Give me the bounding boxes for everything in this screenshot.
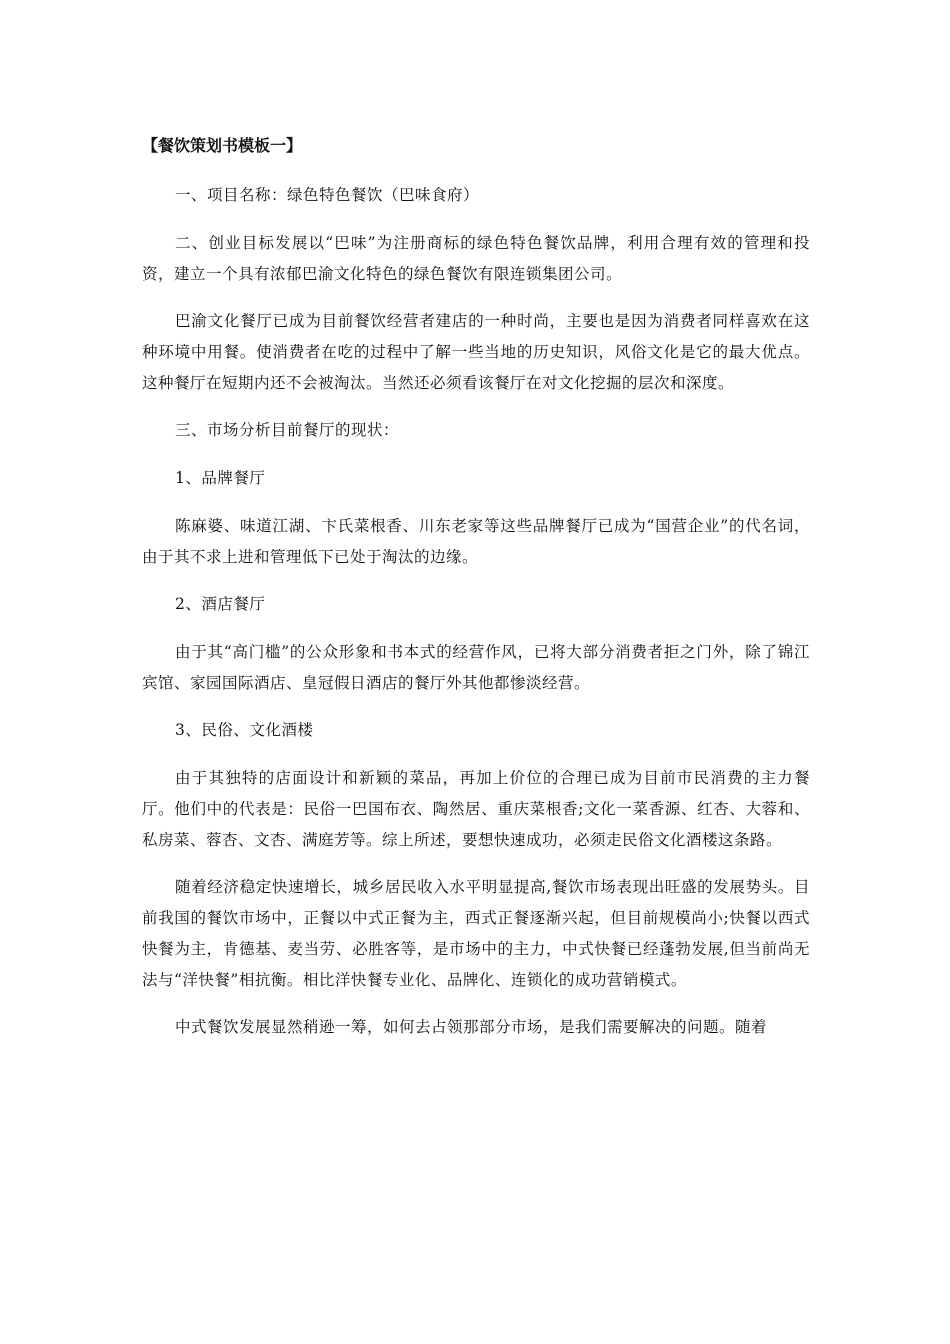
document-title: 【餐饮策划书模板一】 [142, 136, 303, 155]
paragraph-brand-restaurant-heading: 1、品牌餐厅 [175, 469, 266, 487]
paragraph-bayu-culture: 巴渝文化餐厅已成为目前餐饮经营者建店的一种时尚，主要也是因为消费者同样喜欢在这种环境中用餐。使消费者在吃的过程中了解一些当地的历史知识，风俗文化是它的最大优点。这种餐厅在短期内还不会被淘汰。当然还必须看该餐厅在对文化挖掘的层次和深度。 [142, 312, 810, 392]
paragraph-hotel-restaurant-heading: 2、酒店餐厅 [175, 595, 266, 613]
paragraph-project-name: 一、项目名称：绿色特色餐饮（巴味食府） [175, 186, 480, 204]
document-body [142, 131, 810, 1059]
paragraph-brand-restaurant: 陈麻婆、味道江湖、卞氏菜根香、川东老家等这些品牌餐厅已成为“国营企业”的代名词，由于其不求上进和管理低下已处于淘汰的边缘。 [142, 517, 810, 566]
paragraph-chinese-catering: 中式餐饮发展显然稍逊一筹，如何去占领那部分市场，是我们需要解决的问题。随着 [175, 1018, 768, 1036]
paragraph-hotel-restaurant: 由于其“高门槛”的公众形象和书本式的经营作风，已将大部分消费者拒之门外，除了锦江宾馆、家园国际酒店、皇冠假日酒店的餐厅外其他都惨淡经营。 [142, 643, 810, 692]
paragraph-business-goal: 二、创业目标发展以“巴味”为注册商标的绿色特色餐饮品牌，利用合理有效的管理和投资，建立一个具有浓郁巴渝文化特色的绿色餐饮有限连锁集团公司。 [142, 234, 810, 283]
paragraph-market-analysis-heading: 三、市场分析目前餐厅的现状： [175, 421, 400, 439]
paragraph-economic-growth: 随着经济稳定快速增长，城乡居民收入水平明显提高,餐饮市场表现出旺盛的发展势头。目前我国的餐饮市场中，正餐以中式正餐为主，西式正餐逐渐兴起，但目前规模尚小;快餐以西式快餐为主，肯德基、麦当劳、必胜客等，是市场中的主力，中式快餐已经蓬勃发展,但当前尚无法与“洋快餐”相抗衡。相比洋快餐专业化、品牌化、连锁化的成功营销模式。 [142, 878, 810, 989]
paragraph-folk-culture-heading: 3、民俗、文化酒楼 [175, 721, 314, 739]
paragraph-folk-culture: 由于其独特的店面设计和新颖的菜品，再加上价位的合理已成为目前市民消费的主力餐厅。他们中的代表是：民俗一巴国布衣、陶然居、重庆菜根香;文化一菜香源、红杏、大蓉和、私房菜、蓉杏、文杏、满庭芳等。综上所述，要想快速成功，必须走民俗文化酒楼这条路。 [142, 769, 810, 849]
